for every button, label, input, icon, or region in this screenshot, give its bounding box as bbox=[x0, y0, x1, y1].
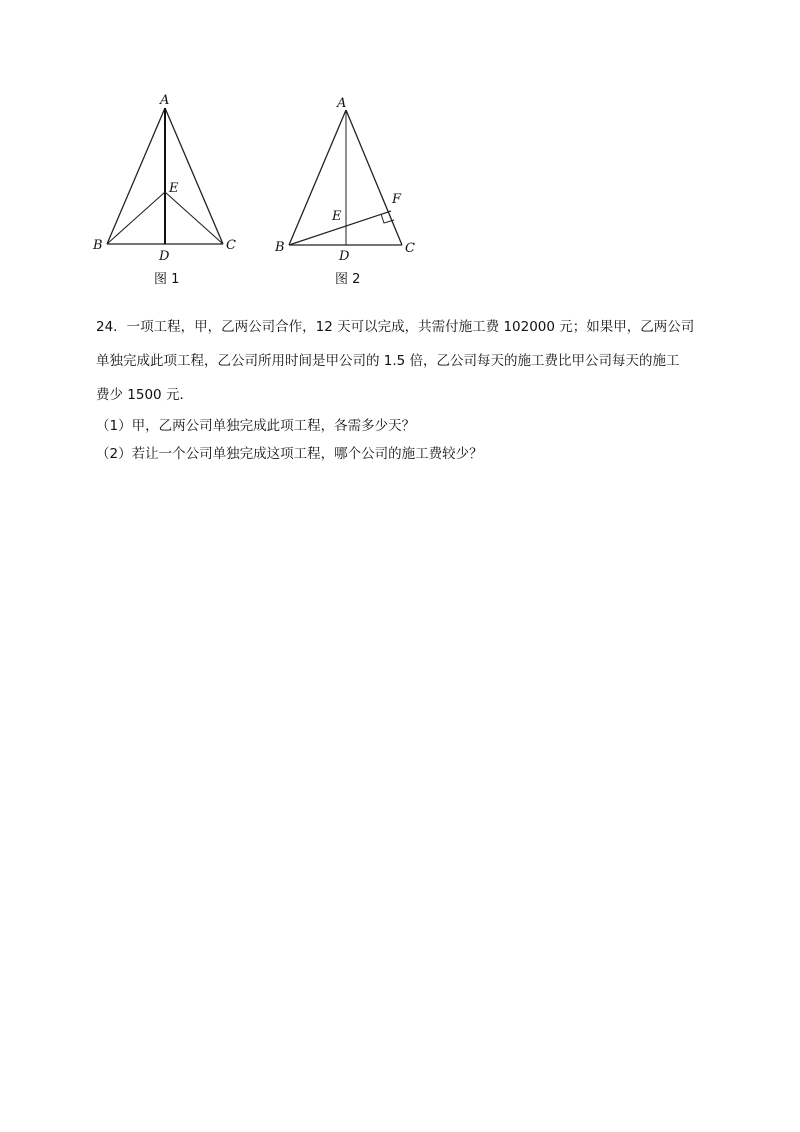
problem-text-line-2: 单独完成此项工程，乙公司所用时间是甲公司的 1.5 倍，乙公司每天的施工费比甲公司每天的施工 bbox=[96, 353, 680, 369]
fig1-label-B: B bbox=[93, 238, 103, 253]
figures-panel bbox=[88, 92, 418, 290]
fig1-segment-EB bbox=[107, 192, 165, 244]
problem-24 bbox=[96, 310, 716, 468]
fig1-segment-AB bbox=[107, 108, 165, 244]
problem-text-line-3: 费少 1500 元． bbox=[96, 387, 193, 403]
fig2-label-E: E bbox=[332, 209, 342, 224]
fig1-caption: 图 1 bbox=[154, 272, 180, 287]
fig1-label-A: A bbox=[160, 93, 170, 108]
figure-2 bbox=[274, 96, 415, 287]
fig2-label-B: B bbox=[275, 240, 285, 255]
problem-text-line-1: 24．一项工程，甲，乙两公司合作，12 天可以完成，共需付施工费 102000 元；如果甲，乙两公司 bbox=[96, 319, 695, 335]
fig2-label-F: F bbox=[392, 192, 402, 207]
fig1-segment-AC bbox=[165, 108, 223, 244]
fig1-segment-EC bbox=[165, 192, 223, 244]
geometry-figures bbox=[88, 92, 418, 290]
fig2-label-D: D bbox=[339, 249, 350, 264]
fig2-segment-AC bbox=[346, 110, 402, 245]
fig1-label-E: E bbox=[169, 181, 179, 196]
fig1-label-D: D bbox=[159, 249, 170, 264]
fig2-label-C: C bbox=[405, 241, 415, 256]
question-2: （2）若让一个公司单独完成这项工程，哪个公司的施工费较少？ bbox=[96, 446, 483, 462]
figure-1 bbox=[92, 93, 236, 287]
fig2-segment-AB bbox=[289, 110, 346, 245]
question-1: （1）甲，乙两公司单独完成此项工程，各需多少天？ bbox=[96, 418, 416, 434]
fig2-caption: 图 2 bbox=[335, 272, 361, 287]
fig2-label-A: A bbox=[337, 96, 347, 111]
fig1-label-C: C bbox=[226, 238, 236, 253]
